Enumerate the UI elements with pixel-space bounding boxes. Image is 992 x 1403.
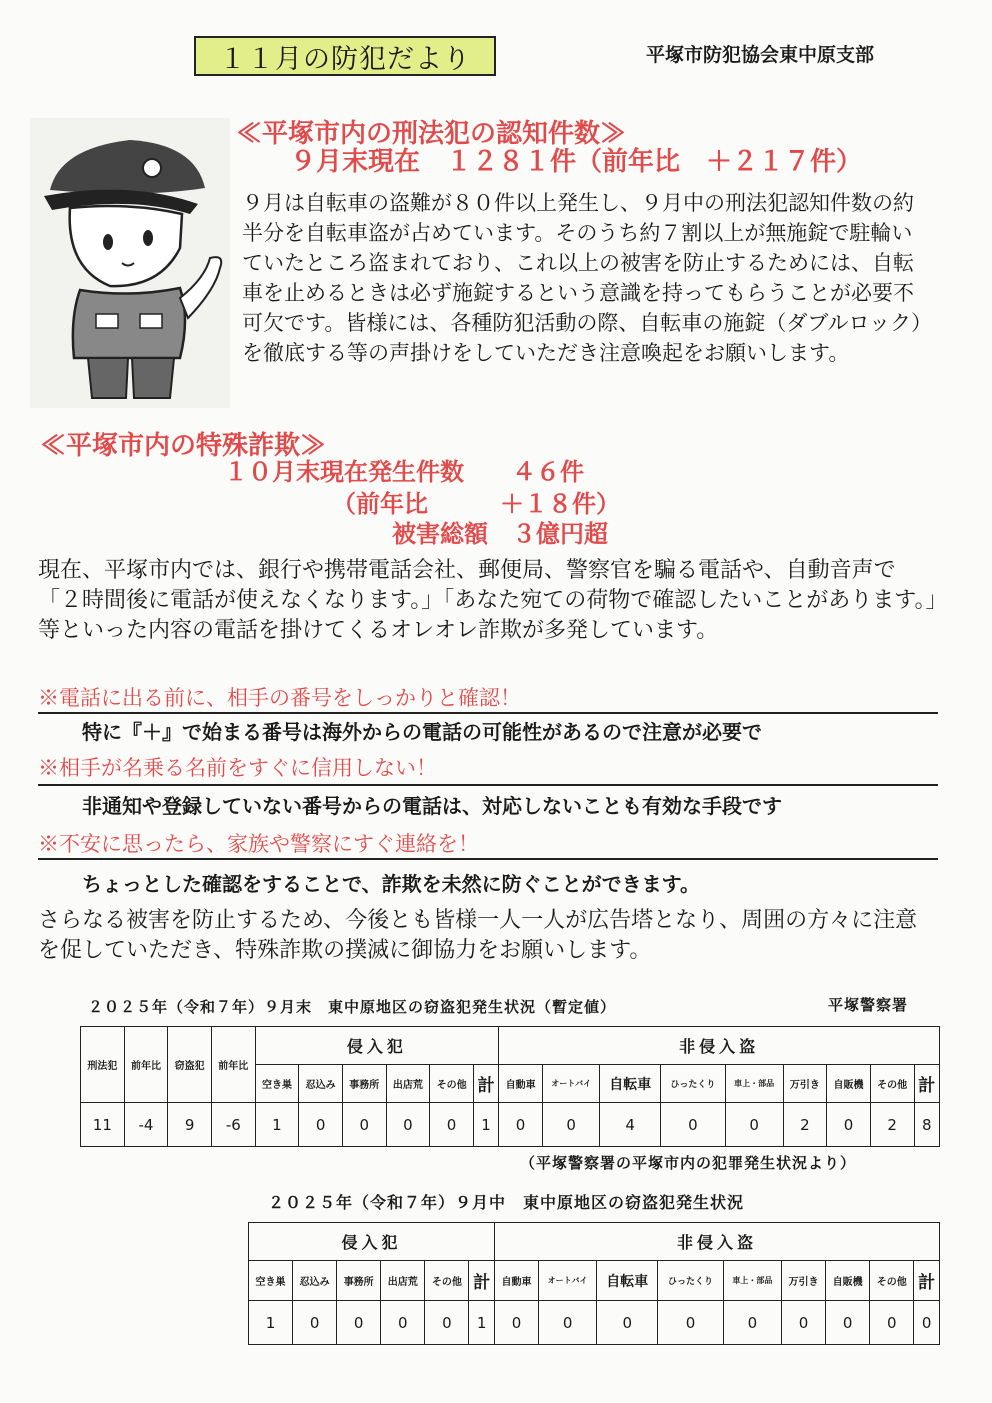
t2-col: 忍込み	[293, 1261, 337, 1301]
t1-value: 0	[386, 1103, 430, 1147]
t1-value: 0	[299, 1103, 343, 1147]
t1-value: 0	[430, 1103, 474, 1147]
section2-count-line: １０月末現在発生件数 ４６件	[224, 457, 584, 486]
section2-body: 現在、平塚市内では、銀行や携帯電話会社、郵便局、警察官を騙る電話や、自動音声で「２時間後に電話が使えなくなります。」「あなた宛ての荷物で確認したいことがあります。」等といった内容の電話を掛けてくるオレオレ詐欺が多発しています。	[38, 558, 937, 643]
t2-value: 0	[597, 1301, 658, 1345]
t1-value: 2	[783, 1103, 827, 1147]
table1	[80, 1026, 940, 1147]
t2-value: 1	[249, 1301, 293, 1345]
t1-col: 事務所	[342, 1065, 386, 1103]
t1-lead-header: 前年比	[124, 1027, 168, 1103]
t2-value: 0	[539, 1301, 597, 1345]
warning-detail-2: 非通知や登録していない番号からの電話は、対応しないことも有効な手段です	[82, 794, 782, 818]
t2-value: 1	[469, 1301, 495, 1345]
t1-value: 0	[542, 1103, 600, 1147]
warning-title-2: ※相手が名乗る名前をすぐに信用しない！	[38, 756, 437, 780]
t2-col: ひったくり	[658, 1261, 723, 1301]
t1-col: 空き巣	[255, 1065, 299, 1103]
t1-value: 2	[870, 1103, 914, 1147]
underline-1	[38, 712, 938, 714]
t1-col: 出店荒	[386, 1065, 430, 1103]
t1-col: その他	[870, 1065, 914, 1103]
t2-value: 0	[494, 1301, 538, 1345]
t1-col: 自販機	[827, 1065, 871, 1103]
underline-2	[38, 784, 938, 786]
t2-col: その他	[870, 1261, 914, 1301]
t2-col: 計	[914, 1261, 940, 1301]
t2-col: 自転車	[597, 1261, 658, 1301]
t1-col: 計	[914, 1065, 940, 1103]
table2	[248, 1222, 940, 1345]
t1-value: -6	[211, 1103, 255, 1147]
t1-col: 車上・部品	[725, 1065, 783, 1103]
t2-value: 0	[914, 1301, 940, 1345]
warning-detail-1: 特に『＋』で始まる番号は海外からの電話の可能性があるので注意が必要で	[82, 720, 762, 744]
t1-value: 11	[81, 1103, 125, 1147]
t1-value: 1	[255, 1103, 299, 1147]
t1-lead-header: 前年比	[211, 1027, 255, 1103]
t2-value: 0	[337, 1301, 381, 1345]
t1-group-noninvasion: 非侵入盗	[499, 1027, 940, 1065]
t2-col: 自販機	[826, 1261, 870, 1301]
t1-col: 自動車	[499, 1065, 543, 1103]
t1-lead-header: 刑法犯	[81, 1027, 125, 1103]
police-officer-illustration	[30, 118, 230, 408]
t1-col: 忍込み	[299, 1065, 343, 1103]
section1-body: ９月は自転車の盗難が８０件以上発生し、９月中の刑法犯認知件数の約半分を自転車盗が占めています。そのうち約７割以上が無施錠で駐輪いていたところ盗まれており、これ以上の被害を防止するためには、自転車を止めるときは必ず施錠するという意識を持ってもらうことが必要不可欠です。皆様には、各種防犯活動の際、自転車の施錠（ダブルロック）を徹底する等の声掛けをしていただき注意喚起をお願いします。	[242, 191, 922, 365]
t2-col: その他	[425, 1261, 469, 1301]
t2-value: 0	[826, 1301, 870, 1345]
t1-value: 9	[168, 1103, 212, 1147]
t2-col: 計	[469, 1261, 495, 1301]
t1-col: 計	[473, 1065, 498, 1103]
table2-caption: ２０２５年（令和７年）９月中 東中原地区の窃盗犯発生状況	[268, 1193, 745, 1212]
t1-value: 8	[914, 1103, 940, 1147]
table1-caption: ２０２５年（令和７年）９月末 東中原地区の窃盗犯発生状況（暫定値）	[88, 998, 617, 1016]
t1-lead-header: 窃盗犯	[168, 1027, 212, 1103]
t2-value: 0	[870, 1301, 914, 1345]
t1-value: 0	[725, 1103, 783, 1147]
t1-group-invasion: 侵入犯	[255, 1027, 499, 1065]
underline-3	[38, 858, 938, 860]
t1-col: ひったくり	[660, 1065, 725, 1103]
section2-heading: ≪平塚市内の特殊詐欺≫	[40, 431, 327, 461]
t1-value: 0	[499, 1103, 543, 1147]
organization-name: 平塚市防犯協会東中原支部	[646, 44, 875, 66]
t1-col: オートバイ	[542, 1065, 600, 1103]
section2-damage-line: 被害総額 ３億円超	[392, 519, 608, 548]
table1-police: 平塚警察署	[828, 996, 909, 1014]
t2-col: 万引き	[782, 1261, 826, 1301]
t2-col: オートバイ	[539, 1261, 597, 1301]
t1-col: その他	[430, 1065, 474, 1103]
warning-title-1: ※電話に出る前に、相手の番号をしっかりと確認！	[38, 686, 521, 710]
t1-value: 0	[342, 1103, 386, 1147]
t2-value: 0	[658, 1301, 723, 1345]
t1-value: 0	[827, 1103, 871, 1147]
t1-value: -4	[124, 1103, 168, 1147]
t1-value: 0	[660, 1103, 725, 1147]
table1-source: （平塚警察署の平塚市内の犯罪発生状況より）	[520, 1154, 857, 1172]
t2-group-invasion: 侵入犯	[249, 1223, 495, 1261]
closing-paragraph: さらなる被害を防止するため、今後とも皆様一人一人が広告塔となり、周囲の方々に注意を促していただき、特殊詐欺の撲滅に御協力をお願いします。	[38, 908, 918, 963]
t1-col: 万引き	[783, 1065, 827, 1103]
warning-detail-3: ちょっとした確認をすることで、詐欺を未然に防ぐことができます。	[82, 872, 700, 896]
t2-value: 0	[723, 1301, 781, 1345]
t2-group-noninvasion: 非侵入盗	[494, 1223, 939, 1261]
t2-col: 空き巣	[249, 1261, 293, 1301]
t2-value: 0	[293, 1301, 337, 1345]
t2-value: 0	[381, 1301, 425, 1345]
t2-col: 車上・部品	[723, 1261, 781, 1301]
section1-heading: ≪平塚市内の刑法犯の認知件数≫	[236, 119, 627, 149]
page-title: １１月の防犯だより	[194, 36, 496, 76]
section2-yoy-line: （前年比 ＋１８件）	[332, 489, 620, 518]
t2-value: 0	[782, 1301, 826, 1345]
t1-value: 1	[473, 1103, 498, 1147]
t2-value: 0	[425, 1301, 469, 1345]
t1-col: 自転車	[600, 1065, 661, 1103]
t2-col: 事務所	[337, 1261, 381, 1301]
section1-subheading: ９月末現在 １２８１件（前年比 ＋２１７件）	[290, 147, 863, 177]
warning-title-3: ※不安に思ったら、家族や警察にすぐ連絡を！	[38, 832, 479, 856]
t1-value: 4	[600, 1103, 661, 1147]
t2-col: 出店荒	[381, 1261, 425, 1301]
t2-col: 自動車	[494, 1261, 538, 1301]
